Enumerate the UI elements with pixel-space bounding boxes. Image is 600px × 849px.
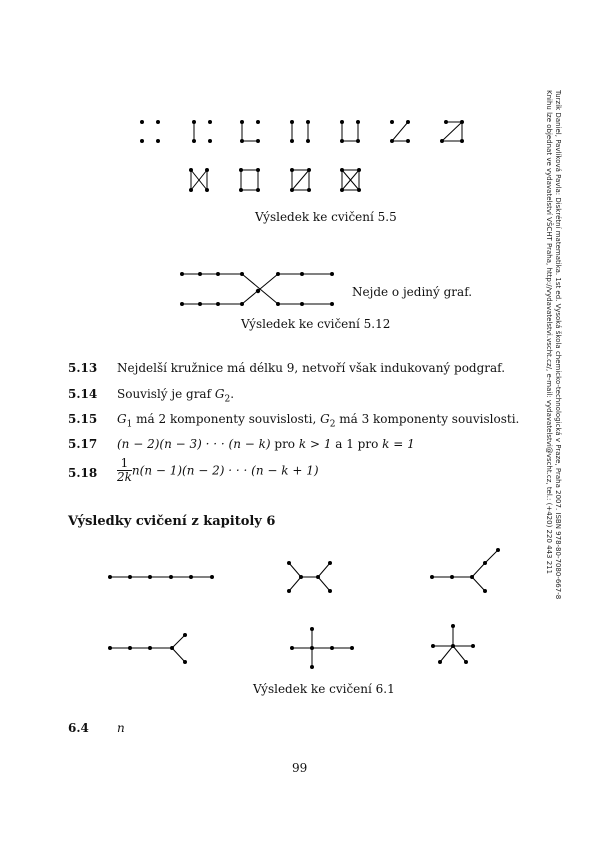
graph-vertices — [180, 272, 334, 306]
figure-5-5-graphs — [130, 112, 480, 202]
figure-5-12-note: Nejde o jediný graf. — [352, 285, 473, 299]
graph-4v-empty — [140, 120, 160, 143]
graph-4v-star — [390, 120, 410, 143]
section-heading: Výsledky cvičení z kapitoly 6 — [68, 514, 276, 529]
tree-long-branch — [430, 548, 500, 593]
tree-cross — [290, 627, 354, 669]
answer-text: Souvislý je graf $G_2$. — [117, 387, 235, 405]
graph-4v-path-2 — [240, 120, 260, 143]
side-note-line: Turzík Daniel, Pavlíková Pavla: Diskrétní matematika. 1st ed. Vysoká škola chemicko-technologická v Praze, Praha 2007. ISBN 978-80-7080-667-8 — [554, 90, 562, 600]
figure-5-5-caption: Výsledek ke cvičení 5.5 — [255, 210, 397, 224]
page-number: 99 — [292, 761, 308, 775]
figure-5-12-graph — [172, 266, 342, 312]
answer-text: (n − 2)(n − 3) · · · (n − k) pro k > 1 a 1 pro k = 1 — [117, 437, 415, 451]
answer-number: 5.13 — [68, 361, 98, 375]
graph-4v-path-3 — [340, 120, 360, 143]
graph-4v-one-edge — [192, 120, 212, 143]
answer-number: 5.15 — [68, 412, 98, 426]
graph-4v-paw — [440, 120, 464, 143]
answer-text: n — [117, 721, 125, 735]
answer-text: $\frac{1}{2k}$ n(n − 1)(n − 2) · · · (n − k + 1) — [117, 456, 319, 484]
graph-4v-cycle — [239, 168, 260, 192]
figure-6-1-caption: Výsledek ke cvičení 6.1 — [253, 682, 395, 696]
tree-fork — [108, 633, 187, 664]
graph-4v-bowtie — [189, 168, 209, 192]
tree-double-star — [287, 561, 332, 593]
tree-star — [431, 624, 475, 664]
fraction: $\frac{1}{2k}$ — [117, 456, 132, 484]
answer-number: 5.17 — [68, 437, 98, 451]
side-note-line: Knihu lze objednat ve vydavatelství VŠCHT Praha, http://vydavatelstvi.vscht.cz/, e-mail: vydavatelstvi@vscht.cz, tel.: (+420) 220 443 211 — [545, 90, 553, 575]
tree-path — [108, 575, 214, 579]
answer-number: 6.4 — [68, 721, 89, 735]
answer-text: $G_1$ má 2 komponenty souvislosti, $G_2$ má 3 komponenty souvislosti. — [117, 412, 520, 430]
side-copyright-note — [544, 90, 562, 620]
graph-4v-diamond — [290, 168, 311, 192]
answer-text: Nejdelší kružnice má délku 9, netvoří však indukovaný podgraf. — [117, 361, 506, 375]
figure-5-12-caption: Výsledek ke cvičení 5.12 — [241, 317, 391, 331]
graph-4v-complete — [340, 168, 361, 192]
figure-6-1-trees — [100, 545, 510, 675]
answer-number: 5.18 — [68, 466, 98, 480]
answer-number: 5.14 — [68, 387, 98, 401]
graph-4v-matching — [290, 120, 310, 143]
